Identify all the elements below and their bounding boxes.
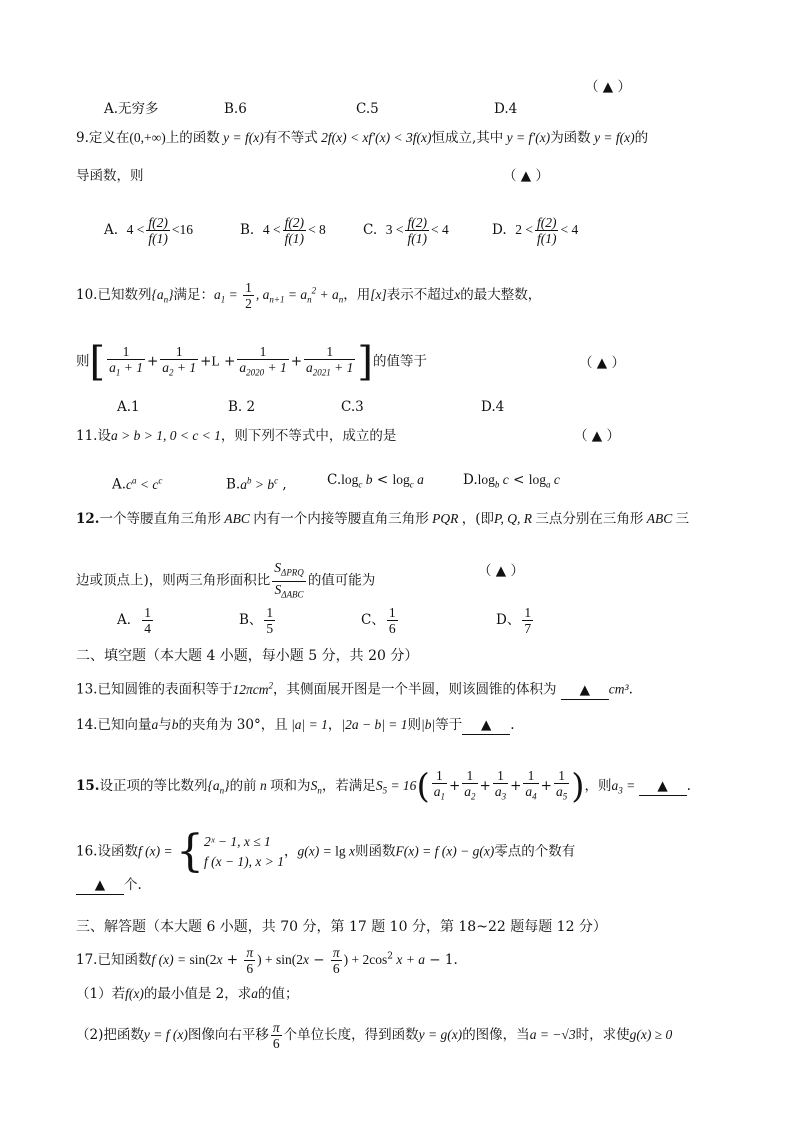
q14-stem: 14.已知向量a与b的夹角为 30°，且 |a| = 1，|2a − b| = 1则|b|等于 ▲ . xyxy=(76,717,515,733)
q13-stem: 13.已知圆锥的表面积等于12πcm$^2$，其侧面展开图是一个半圆，则该圆锥的体积为 ▲ cm³. xyxy=(76,680,633,698)
q16-answer-blank[interactable]: ▲ xyxy=(76,876,124,895)
q15-answer-blank[interactable]: ▲ xyxy=(639,777,687,796)
answer-mark-q10: （ ▲ ） xyxy=(579,355,625,371)
q11-stem: 11.设a > b > 1, 0 < c < 1，则下列不等式中，成立的是 xyxy=(76,428,397,444)
q10-stem: 10.已知数列$\{a_n\}$满足：$a_1$ = $\frac{1}{2}$ , $a_{n+1} = a_n^2 + a_n$，用[x]表示不超过x的最大整数， xyxy=(76,280,542,311)
q16-stem: 16.设函数f (x) = { 2ˣ − 1, x ≤ 1 f (x − 1), x > 1 ，g(x) = lg x则函数F(x) = f (x) − g(x)零点的个数有 xyxy=(76,826,576,877)
q16-case-2: f (x − 1), x > 1 xyxy=(203,854,285,869)
answer-mark-q11: （ ▲ ） xyxy=(574,428,620,444)
q16-stem-line2: ▲ 个. xyxy=(76,876,142,895)
q11-option-a: $A.c^a < c^c$ xyxy=(112,475,163,493)
q12-option-d: D、 $\frac{1}{7}$ xyxy=(496,605,532,636)
q10-expression: 则[ $\frac{1}{a_1 + 1}$ + $\frac{1}{a_2 + 1}$ +L + $\frac{1}{a_{2020} + 1}$ + $\frac{1}{a_{2021} + 1}$ ]的值等于 xyxy=(76,339,428,385)
q12-stem-line2: 边或顶点上)，则两三角形面积比 $\frac{S_{\Delta PRQ}}{S_{\Delta ABC}}$ 的值可能为 xyxy=(76,560,376,600)
q8-option-d: D.4 xyxy=(494,101,518,117)
q9-option-c: C. 3 < $\frac{f(2)}{f(1)}$ < 4 xyxy=(363,215,449,246)
q9-stem: 9.定义在(0,+∞)上的函数 y = f(x)有不等式 2f(x) < xf′(x) < 3f(x)恒成立,其中 y = f′(x)为函数 y = f(x)的 xyxy=(76,130,649,146)
q10-option-a: A.1 xyxy=(117,399,140,415)
q9-option-a: A. 4 < $\frac{f(2)}{f(1)}$ <16 xyxy=(104,215,194,246)
q8-option-b: B.6 xyxy=(224,101,247,117)
section-2-heading: 二、填空题（本大题 4 小题，每小题 5 分，共 20 分） xyxy=(76,648,419,664)
q11-option-d: $D.\log_b$ $c < \log_a c$ xyxy=(463,472,560,490)
q13-answer-blank[interactable]: ▲ xyxy=(561,681,609,700)
q17-part-2: （2)把函数y = f (x)图像向右平移 $\frac{\pi}{6}$ 个单位长度，得到函数y = g(x)的图像，当a = −√3时，求使g(x) ≥ 0 xyxy=(76,1020,673,1051)
q11-option-c: $C.\log_c$ $b < \log_c a$ xyxy=(327,472,424,490)
answer-mark-q9: （ ▲ ） xyxy=(503,168,549,184)
q10-option-b: B. 2 xyxy=(228,399,256,415)
q12-option-c: C、 $\frac{1}{6}$ xyxy=(361,605,396,636)
q14-answer-blank[interactable]: ▲ xyxy=(462,716,510,735)
q10-option-c: C.3 xyxy=(341,399,364,415)
q11-option-b: $B.a^b > b^c$ , xyxy=(226,475,287,493)
q12-stem: 12.一个等腰直角三角形 ABC 内有一个内接等腰直角三角形 PQR ，(即P, Q, R 三点分别在三角形 ABC 三 xyxy=(76,511,690,527)
q12-option-b: B、 $\frac{1}{5}$ xyxy=(239,605,274,636)
q8-option-a: A.无穷多 xyxy=(104,101,159,117)
q9-stem-line2: 导函数，则 xyxy=(76,168,144,184)
q9-option-d: D. 2 < $\frac{f(2)}{f(1)}$ < 4 xyxy=(492,215,579,246)
q9-option-b: B. 4 < $\frac{f(2)}{f(1)}$ < 8 xyxy=(240,215,326,246)
q17-stem: 17.已知函数f (x) = sin(2x + $\frac{\pi}{6}$ ) + sin(2x − $\frac{\pi}{6}$ ) + $2\cos^2$ x + a − 1. xyxy=(76,945,458,976)
q15-stem: 15.设正项的等比数列$\{a_n\}$的前 n 项和为$S_n$，若满足$S_5 = 16$( $\frac{1}{a_1}$ + $\frac{1}{a_2}$ + $\frac{1}{a_3}$ + $\frac{1}{a_4}$ + $\frac{1}{a_5}$ )，则$a_3$ = ▲ . xyxy=(76,766,691,807)
answer-mark-q8: （ ▲ ） xyxy=(585,79,631,95)
q10-option-d: D.4 xyxy=(481,399,505,415)
q17-part-1: （1）若f(x)的最小值是 2，求a的值； xyxy=(76,986,299,1002)
answer-mark-q12: （ ▲ ） xyxy=(478,563,524,579)
q16-case-1: 2ˣ − 1, x ≤ 1 xyxy=(203,834,271,849)
q12-option-a: A． $\frac{1}{4}$ xyxy=(117,605,151,636)
q8-option-c: C.5 xyxy=(356,101,379,117)
section-3-heading: 三、解答题（本大题 6 小题，共 70 分，第 17 题 10 分，第 18~22 题每题 12 分） xyxy=(76,919,607,935)
